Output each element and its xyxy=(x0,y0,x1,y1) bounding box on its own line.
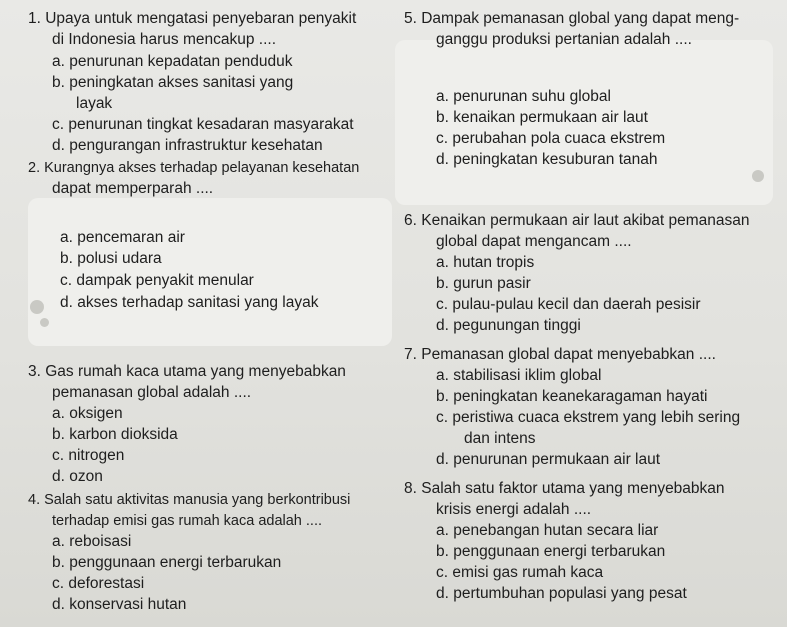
option-c[interactable]: c. deforestasi xyxy=(52,575,145,592)
option-b[interactable]: b. polusi udara xyxy=(60,250,162,267)
option-a[interactable]: a. pencemaran air xyxy=(60,229,185,246)
option-d[interactable]: d. peningkatan kesuburan tanah xyxy=(436,151,658,168)
option-b[interactable]: b. penggunaan energi terbarukan xyxy=(52,554,282,571)
option-b[interactable]: b. peningkatan akses sanitasi yang xyxy=(52,74,294,91)
question-text: 2. Kurangnya akses terhadap pelayanan kesehatan xyxy=(28,160,360,176)
question-text: 7. Pemanasan global dapat menyebabkan .... xyxy=(404,346,716,363)
option-b[interactable]: b. peningkatan keanekaragaman hayati xyxy=(436,388,708,405)
question-text: terhadap emisi gas rumah kaca adalah .... xyxy=(52,513,323,529)
question-text: global dapat mengancam .... xyxy=(436,233,632,250)
option-a[interactable]: a. hutan tropis xyxy=(436,254,535,271)
question-text: dapat memperparah .... xyxy=(52,180,214,197)
option-a[interactable]: a. reboisasi xyxy=(52,533,132,550)
option-a[interactable]: a. stabilisasi iklim global xyxy=(436,367,602,384)
question-text: 4. Salah satu aktivitas manusia yang berkontribusi xyxy=(28,492,351,508)
option-d[interactable]: d. pengurangan infrastruktur kesehatan xyxy=(52,137,323,154)
option-a[interactable]: a. penurunan suhu global xyxy=(436,88,611,105)
option-c[interactable]: c. pulau-pulau kecil dan daerah pesisir xyxy=(436,296,701,313)
option-b[interactable]: b. gurun pasir xyxy=(436,275,531,292)
option-d[interactable]: d. akses terhadap sanitasi yang layak xyxy=(60,294,319,311)
option-c[interactable]: c. nitrogen xyxy=(52,447,125,464)
question-text: 1. Upaya untuk mengatasi penyebaran penyakit xyxy=(28,10,357,27)
question-text: 6. Kenaikan permukaan air laut akibat pemanasan xyxy=(404,212,750,229)
option-c[interactable]: c. penurunan tingkat kesadaran masyarakat xyxy=(52,116,354,133)
option-d[interactable]: d. ozon xyxy=(52,468,103,485)
question-text: di Indonesia harus mencakup .... xyxy=(52,31,277,48)
option-c[interactable]: c. perubahan pola cuaca ekstrem xyxy=(436,130,666,147)
option-b[interactable]: b. penggunaan energi terbarukan xyxy=(436,543,666,560)
decor-dot xyxy=(40,318,49,327)
option-c[interactable]: c. peristiwa cuaca ekstrem yang lebih sering xyxy=(436,409,741,426)
question-text: pemanasan global adalah .... xyxy=(52,384,252,401)
option-c[interactable]: c. dampak penyakit menular xyxy=(60,272,254,289)
option-b-cont: layak xyxy=(76,95,113,112)
question-text: krisis energi adalah .... xyxy=(436,501,592,518)
decor-dot xyxy=(752,170,764,182)
question-text: ganggu produksi pertanian adalah .... xyxy=(436,31,692,48)
decor-dot xyxy=(30,300,44,314)
option-b[interactable]: b. karbon dioksida xyxy=(52,426,178,443)
question-text: 5. Dampak pemanasan global yang dapat meng- xyxy=(404,10,740,27)
option-a[interactable]: a. penurunan kepadatan penduduk xyxy=(52,53,293,70)
option-d[interactable]: d. konservasi hutan xyxy=(52,596,187,613)
option-c[interactable]: c. emisi gas rumah kaca xyxy=(436,564,604,581)
option-a[interactable]: a. penebangan hutan secara liar xyxy=(436,522,659,539)
option-a[interactable]: a. oksigen xyxy=(52,405,123,422)
option-b[interactable]: b. kenaikan permukaan air laut xyxy=(436,109,648,126)
option-c-cont: dan intens xyxy=(464,430,536,447)
question-text: 8. Salah satu faktor utama yang menyebabkan xyxy=(404,480,725,497)
option-d[interactable]: d. pertumbuhan populasi yang pesat xyxy=(436,585,687,602)
option-d[interactable]: d. penurunan permukaan air laut xyxy=(436,451,661,468)
option-d[interactable]: d. pegunungan tinggi xyxy=(436,317,581,334)
question-text: 3. Gas rumah kaca utama yang menyebabkan xyxy=(28,363,346,380)
